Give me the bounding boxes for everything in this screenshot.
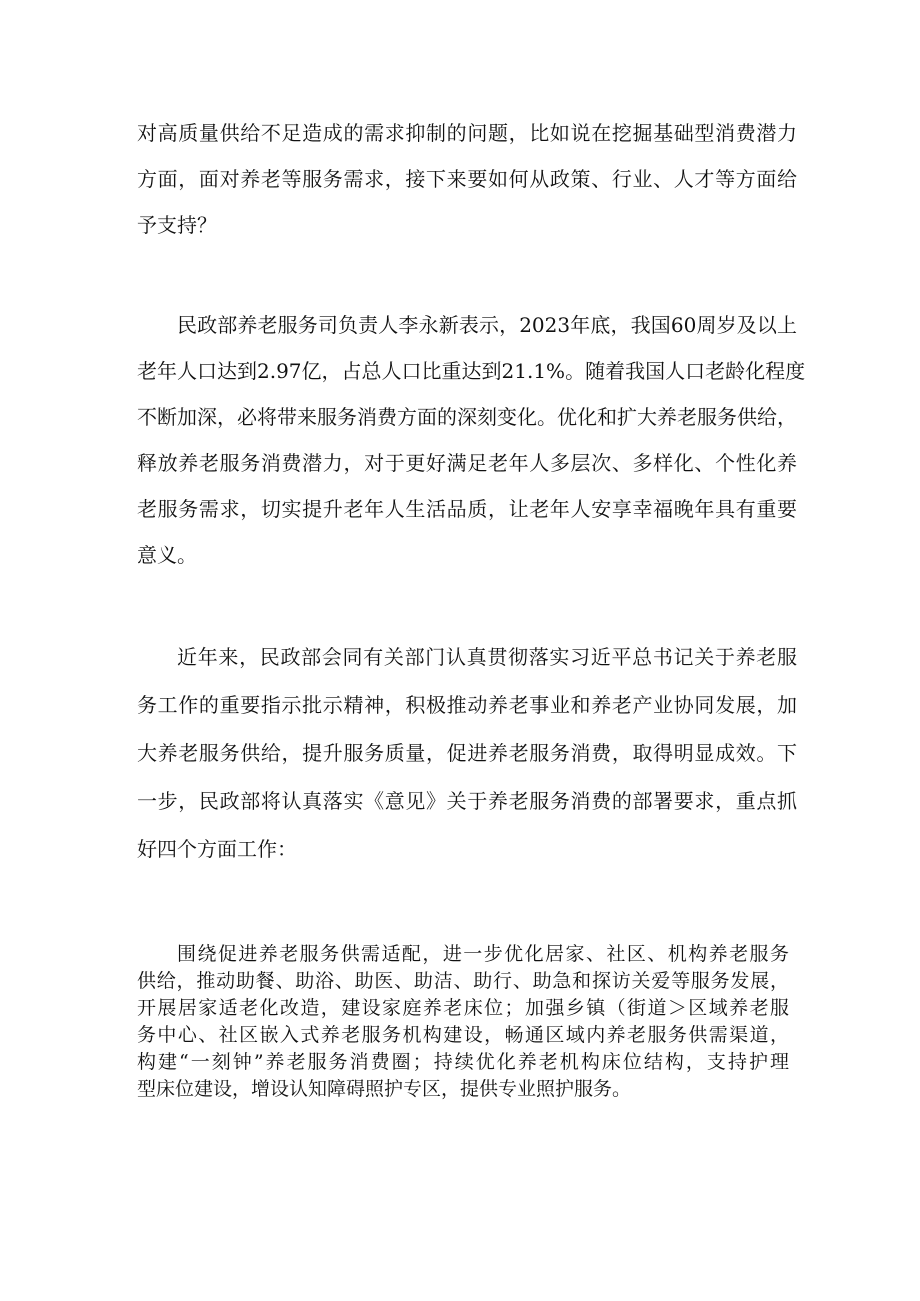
paragraph-2-line-4: 释放养老服务消费潜力，对于更好满足老年人多层次、多样化、个性化养	[137, 451, 797, 475]
paragraph-2-line-6: 意义。	[137, 543, 197, 567]
paragraph-2-line-1: 民政部养老服务司负责人李永新表示，2023年底，我国60周岁及以上	[177, 313, 797, 337]
paragraph-3-line-5: 好四个方面工作：	[137, 837, 297, 861]
paragraph-2-line-5: 老服务需求，切实提升老年人生活品质，让老年人安享幸福晚年具有重要	[137, 497, 797, 521]
paragraph-1-line-2: 方面，面对养老等服务需求，接下来要如何从政策、行业、人才等方面给	[137, 167, 797, 191]
paragraph-4-line-2: 供给，推动助餐、助浴、助医、助洁、助行、助急和探访关爱等服务发展，	[137, 970, 789, 992]
paragraph-2-line-3: 不断加深，必将带来服务消费方面的深刻变化。优化和扩大养老服务供给，	[137, 405, 797, 429]
paragraph-3-line-2: 务工作的重要指示批示精神，积极推动养老事业和养老产业协同发展，加	[137, 693, 797, 717]
paragraph-1-line-3: 予支持？	[137, 213, 217, 237]
paragraph-3-line-1: 近年来，民政部会同有关部门认真贯彻落实习近平总书记关于养老服	[177, 645, 797, 669]
paragraph-4-line-6: 型床位建设，增设认知障碍照护专区，提供专业照护服务。	[137, 1078, 632, 1100]
paragraph-2-line-2: 老年人口达到2.97亿，占总人口比重达到21.1%。随着我国人口老龄化程度	[137, 359, 806, 383]
paragraph-1-line-1: 对高质量供给不足造成的需求抑制的问题，比如说在挖掘基础型消费潜力	[137, 121, 797, 145]
paragraph-4-line-5: 构建“一刻钟”养老服务消费圈；持续优化养老机构床位结构，支持护理	[137, 1051, 789, 1073]
paragraph-4-line-3: 开展居家适老化改造，建设家庭养老床位；加强乡镇（街道＞区域养老服	[137, 997, 789, 1019]
paragraph-4-line-4: 务中心、社区嵌入式养老服务机构建设，畅通区域内养老服务供需渠道，	[137, 1024, 789, 1046]
paragraph-4-line-1: 围绕促进养老服务供需适配，进一步优化居家、社区、机构养老服务	[177, 943, 789, 965]
paragraph-3-line-4: 一步，民政部将认真落实《意见》关于养老服务消费的部署要求，重点抓	[137, 789, 797, 813]
paragraph-3-line-3: 大养老服务供给，提升服务质量，促进养老服务消费，取得明显成效。下	[137, 741, 797, 765]
